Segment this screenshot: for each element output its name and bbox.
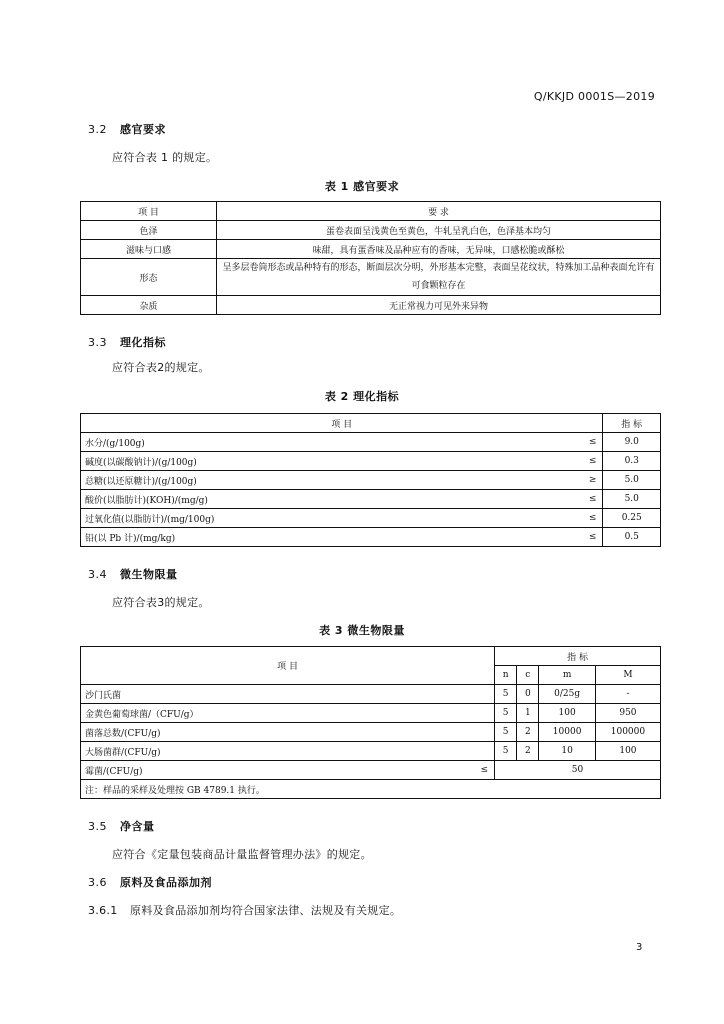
row-symbol: ≤ <box>572 433 603 452</box>
section-3-6-1 <box>88 902 401 918</box>
table-row <box>81 240 661 259</box>
row-value: 9.0 <box>603 433 661 452</box>
subheader-c: c <box>517 666 539 685</box>
section-3-3-text: 应符合表2的规定。 <box>112 361 210 374</box>
row-item: 沙门氏菌 <box>81 685 495 704</box>
subheader-m: m <box>539 666 596 685</box>
row-M: 100000 <box>595 723 660 742</box>
section-number: 3.2 <box>88 123 107 136</box>
row-n: 5 <box>495 685 517 704</box>
subsection-number: 3.6.1 <box>88 904 118 917</box>
table-row <box>81 490 661 509</box>
row-c: 0 <box>517 685 539 704</box>
row-m: 10 <box>539 742 596 761</box>
section-title: 理化指标 <box>120 336 166 349</box>
table-header-item: 项 目 <box>81 202 217 221</box>
table-2-caption: 表 2 理化指标 <box>324 390 400 403</box>
table-header-requirement: 要 求 <box>217 202 661 221</box>
section-3-2-heading <box>88 121 166 137</box>
row-item: 菌落总数/(CFU/g) <box>81 723 495 742</box>
row-requirement: 蛋卷表面呈浅黄色至黄色，牛轧呈乳白色，色泽基本均匀 <box>217 221 661 240</box>
table-header-index: 指 标 <box>495 647 661 666</box>
row-M: 100 <box>595 742 660 761</box>
table-note-row <box>81 780 661 799</box>
table-row <box>81 528 661 547</box>
section-title: 净含量 <box>120 820 155 833</box>
subheader-M: M <box>595 666 660 685</box>
row-requirement: 味甜，具有蛋香味及品种应有的香味，无异味，口感松脆或酥松 <box>217 240 661 259</box>
row-value: 5.0 <box>603 471 661 490</box>
section-title: 微生物限量 <box>120 568 178 581</box>
row-item: 碱度(以碳酸钠计)/(g/100g) <box>81 452 573 471</box>
table-row <box>81 296 661 315</box>
row-symbol: ≤ <box>572 528 603 547</box>
row-item: 过氧化值(以脂肪计)/(mg/100g) <box>81 509 573 528</box>
row-symbol: ≤ <box>464 761 495 780</box>
table-row <box>81 742 661 761</box>
row-item: 大肠菌群/(CFU/g) <box>81 742 495 761</box>
section-3-2-text: 应符合表 1 的规定。 <box>112 151 218 164</box>
row-value: 50 <box>495 761 661 780</box>
row-item: 霉菌/(CFU/g) <box>81 761 465 780</box>
subheader-n: n <box>495 666 517 685</box>
table-3-caption: 表 3 微生物限量 <box>319 624 405 637</box>
table-header-item: 项 目 <box>81 414 603 433</box>
table-note: 注：样品的采样及处理按 GB 4789.1 执行。 <box>81 780 661 799</box>
subsection-text: 原料及食品添加剂均符合国家法律、法规及有关规定。 <box>130 904 402 917</box>
section-title: 原料及食品添加剂 <box>120 876 212 889</box>
row-M: 950 <box>595 704 660 723</box>
row-c: 1 <box>517 704 539 723</box>
row-item: 总糖(以还原糖计)/(g/100g) <box>81 471 573 490</box>
row-item: 酸价(以脂肪计)(KOH)/(mg/g) <box>81 490 573 509</box>
row-value: 0.25 <box>603 509 661 528</box>
row-item: 金黄色葡萄球菌/（CFU/g） <box>81 704 495 723</box>
row-M: - <box>595 685 660 704</box>
section-3-4-text: 应符合表3的规定。 <box>112 596 210 609</box>
page-number: 3 <box>636 942 643 953</box>
row-value: 0.5 <box>603 528 661 547</box>
table-row <box>81 221 661 240</box>
row-item: 杂质 <box>81 296 217 315</box>
table-row <box>81 452 661 471</box>
row-value: 5.0 <box>603 490 661 509</box>
standard-number: Q/KKJD 0001S—2019 <box>533 90 655 103</box>
row-symbol: ≥ <box>572 471 603 490</box>
section-number: 3.3 <box>88 336 107 349</box>
section-3-5-heading <box>88 818 155 834</box>
row-n: 5 <box>495 742 517 761</box>
table-1-caption: 表 1 感官要求 <box>324 180 400 193</box>
row-m: 10000 <box>539 723 596 742</box>
section-number: 3.6 <box>88 876 107 889</box>
table-1-sensory <box>80 201 661 315</box>
row-item: 色泽 <box>81 221 217 240</box>
table-row <box>81 259 661 296</box>
row-item: 滋味与口感 <box>81 240 217 259</box>
table-3-microbial <box>80 646 661 799</box>
row-symbol: ≤ <box>572 509 603 528</box>
section-number: 3.5 <box>88 820 107 833</box>
table-row <box>81 509 661 528</box>
row-c: 2 <box>517 742 539 761</box>
row-item: 形态 <box>81 259 217 296</box>
table-row <box>81 471 661 490</box>
table-2-physicochemical <box>80 413 661 547</box>
section-3-6-heading <box>88 874 212 890</box>
section-number: 3.4 <box>88 568 107 581</box>
row-value: 0.3 <box>603 452 661 471</box>
table-row <box>81 723 661 742</box>
table-header-item: 项 目 <box>81 647 495 685</box>
row-n: 5 <box>495 723 517 742</box>
row-n: 5 <box>495 704 517 723</box>
section-3-4-heading <box>88 566 178 582</box>
table-row <box>81 685 661 704</box>
section-3-3-heading <box>88 334 166 350</box>
row-c: 2 <box>517 723 539 742</box>
row-m: 100 <box>539 704 596 723</box>
row-m: 0/25g <box>539 685 596 704</box>
row-item: 铅(以 Pb 计)/(mg/kg) <box>81 528 573 547</box>
row-symbol: ≤ <box>572 490 603 509</box>
table-row <box>81 704 661 723</box>
section-3-5-text: 应符合《定量包装商品计量监督管理办法》的规定。 <box>112 848 372 861</box>
row-requirement: 无正常视力可见外来异物 <box>217 296 661 315</box>
row-item: 水分/(g/100g) <box>81 433 573 452</box>
table-row <box>81 433 661 452</box>
row-requirement: 呈多层卷筒形态或品种特有的形态，断面层次分明，外形基本完整，表面呈花纹状，特殊加工品种表面允许有可食颗粒存在 <box>217 259 661 296</box>
table-header-index: 指 标 <box>603 414 661 433</box>
table-row-mold <box>81 761 661 780</box>
section-title: 感官要求 <box>120 123 166 136</box>
row-symbol: ≤ <box>572 452 603 471</box>
